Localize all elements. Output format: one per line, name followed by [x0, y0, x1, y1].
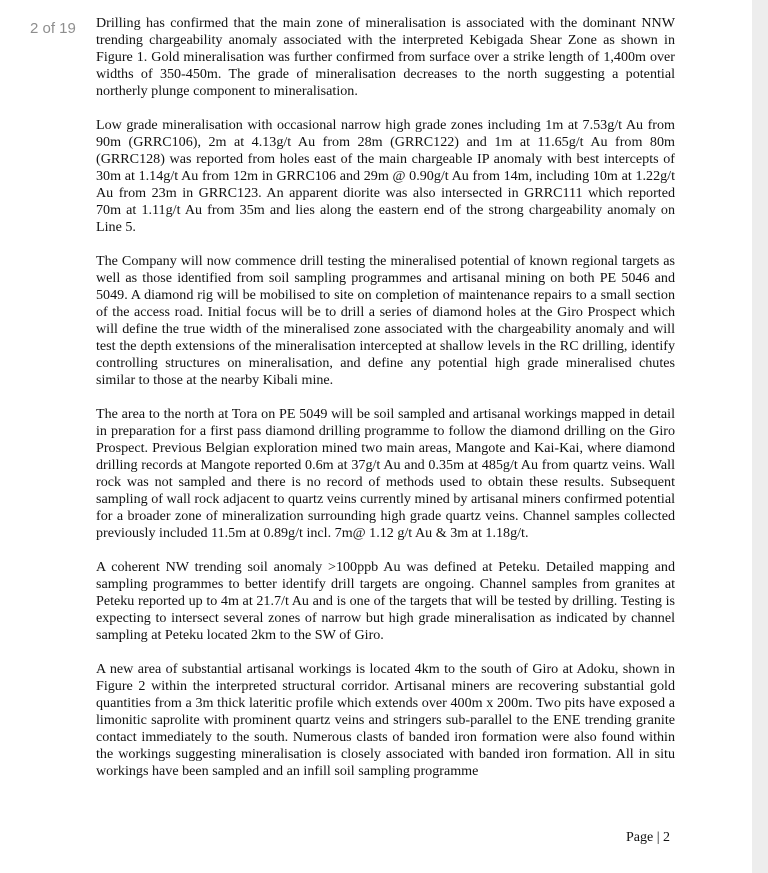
paragraph-adoku-workings: A new area of substantial artisanal workings is located 4km to the south of Giro at Adoku, shown in Figure 2 within the interpreted structural corridor. Artisanal miners are recovering substantial gold quantities from a 3m thick lateritic profile which extends over 400m x 200m. Two pits have exposed a limonitic saprolite with prominent quartz veins and stringers sub-parallel to the ENE trending granite contact immediately to the south. Numerous clasts of banded iron formation were also found within the workings suggesting mineralisation is closely associated with banded iron formation. All in situ workings have been sampled and an infill soil sampling programme	[96, 661, 675, 779]
paragraph-peteku-anomaly: A coherent NW trending soil anomaly >100ppb Au was defined at Peteku. Detailed mapping and sampling programmes to better identify drill targets are ongoing. Channel samples from granites at Peteku reported up to 4m at 21.7/t Au and is one of the targets that will be tested by drilling. Testing is expecting to intersect several zones of narrow but high grade mineralisation as indicated by channel sampling at Peteku located 2km to the SW of Giro.	[96, 559, 675, 643]
scrollbar[interactable]	[752, 0, 768, 873]
paragraph-drill-testing: The Company will now commence drill testing the mineralised potential of known regional targets as well as those identified from soil sampling programmes and artisanal mining on both PE 5046 and 5049. A diamond rig will be mobilised to site on completion of maintenance repairs to a small section of the access road. Initial focus will be to drill a series of diamond holes at the Giro Prospect which will define the true width of the mineralised zone associated with the chargeability anomaly and will test the depth extensions of the mineralisation intercepted at shallow levels in the RC drilling, identify controlling structures on mineralisation, and define any potential high grade mineralised chutes similar to those at the nearby Kibali mine.	[96, 253, 675, 388]
paragraph-low-grade-mineralisation: Low grade mineralisation with occasional narrow high grade zones including 1m at 7.53g/t Au from 90m (GRRC106), 2m at 4.13g/t Au from 28m (GRRC122) and 1m at 11.65g/t Au from 80m (GRRC128) was reported from holes east of the main chargeable IP anomaly with best intercepts of 30m at 1.14g/t Au from 12m in GRRC106 and 29m @ 0.90g/t Au from 14m, including 10m at 1.22g/t Au from 23m in GRRC123. An apparent diorite was also intersected in GRRC111 which reported 70m at 1.11g/t Au from 35m and lies along the eastern end of the strong chargeability anomaly on Line 5.	[96, 117, 675, 235]
page-indicator: 2 of 19	[30, 20, 76, 37]
page-body	[96, 15, 675, 797]
paragraph-tora-area: The area to the north at Tora on PE 5049 will be soil sampled and artisanal workings mapped in detail in preparation for a first pass diamond drilling programme to follow the diamond drilling on the Giro Prospect. Previous Belgian exploration mined two main areas, Mangote and Kai-Kai, where diamond drilling records at Mangote reported 0.6m at 37g/t Au and 0.35m at 485g/t Au from quartz veins. Wall rock was not sampled and there is no record of methods used to obtain these results. Subsequent sampling of wall rock adjacent to quartz veins currently mined by artisanal miners confirmed potential for a broader zone of mineralization surrounding high grade quartz veins. Channel samples collected previously included 11.5m at 0.89g/t incl. 7m@ 1.12 g/t Au & 3m at 1.18g/t.	[96, 406, 675, 541]
paragraph-drilling-confirmed: Drilling has confirmed that the main zone of mineralisation is associated with the dominant NNW trending chargeability anomaly associated with the interpreted Kebigada Shear Zone as shown in Figure 1. Gold mineralisation was further confirmed from surface over a strike length of 1,400m over widths of 350-450m. The grade of mineralisation decreases to the north suggesting a potential northerly plunge component to mineralisation.	[96, 15, 675, 99]
page-footer: Page | 2	[626, 830, 671, 845]
